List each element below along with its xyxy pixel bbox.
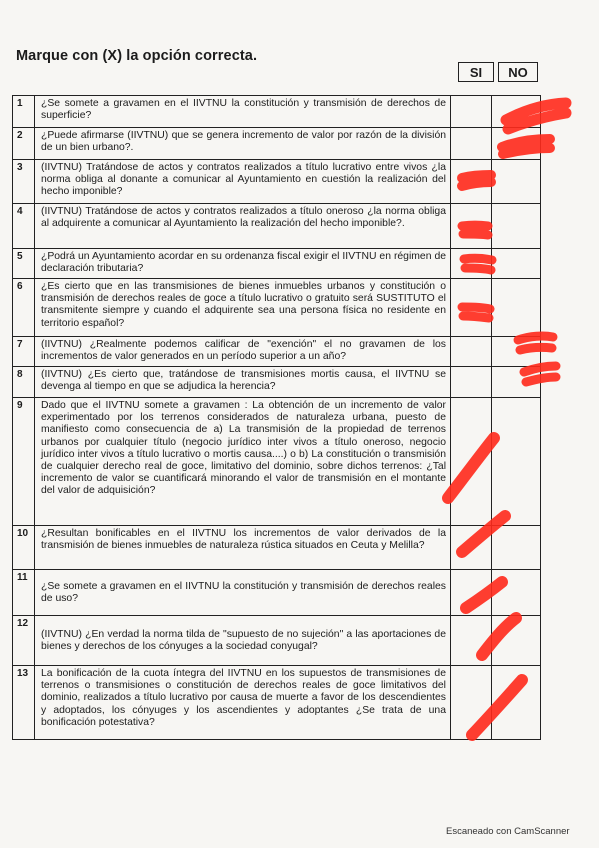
- answer-cell-si[interactable]: [451, 398, 492, 526]
- question-number: 8: [13, 367, 35, 398]
- question-text: ¿Se somete a gravamen en el IIVTNU la constitución y transmisión de derechos de superficie?: [35, 96, 451, 128]
- question-number: 2: [13, 128, 35, 160]
- question-number: 5: [13, 249, 35, 279]
- question-text: ¿Puede afirmarse (IIVTNU) que se genera incremento de valor por razón de la división de un bien urbano?.: [35, 128, 451, 160]
- question-text: (IIVTNU) ¿En verdad la norma tilda de "supuesto de no sujeción" a las aportaciones de bienes y derechos de los cónyuges a la sociedad conyugal?: [35, 616, 451, 666]
- page-title: Marque con (X) la opción correcta.: [16, 48, 258, 64]
- answer-cell-no[interactable]: [492, 398, 541, 526]
- question-number: 4: [13, 204, 35, 249]
- answer-cell-no[interactable]: [492, 96, 541, 128]
- question-text: Dado que el IIVTNU somete a gravamen : La obtención de un incremento de valor experimentado por los terrenos considerados de naturaleza urbana, puesto de manifiesto como consecuencia de a) La transmisión de la propiedad de terrenos urbanos por cualquier título (negocio jurídico inter vivos a título oneroso, negocio jurídico inter vivos a título lucrativo o mortis causa....) o b) La constitución o transmisión de cualquier derecho real de goce, limitativo del dominio, sobre dichos terrenos: ¿Tal incremento de valor se cuantificará minorando el valor de transmisión en el montante del valor de adquisición?: [35, 398, 451, 526]
- question-text: (IIVTNU) ¿Realmente podemos calificar de "exención" el no gravamen de los incrementos de valor generados en un período superior a un año?: [35, 337, 451, 367]
- question-text: (IIVTNU) ¿Es cierto que, tratándose de transmisiones mortis causa, el IIVTNU se devenga al tiempo en que se adjudica la herencia?: [35, 367, 451, 398]
- table-row: [13, 526, 541, 570]
- question-number: 13: [13, 666, 35, 740]
- answer-cell-si[interactable]: [451, 570, 492, 616]
- answer-cell-si[interactable]: [451, 666, 492, 740]
- table-row: [13, 204, 541, 249]
- table-row: [13, 249, 541, 279]
- answer-cell-no[interactable]: [492, 128, 541, 160]
- answer-cell-si[interactable]: [451, 279, 492, 337]
- question-number: 10: [13, 526, 35, 570]
- question-text: ¿Es cierto que en las transmisiones de bienes inmuebles urbanos y constitución o transmisión de derechos reales de goce a título lucrativo o gratuito será SUSTITUTO el transmitente siempre y cuando el adquirente sea una persona física no residente en territorio español?: [35, 279, 451, 337]
- table-row: [13, 398, 541, 526]
- question-number: 9: [13, 398, 35, 526]
- answer-cell-si[interactable]: [451, 367, 492, 398]
- question-number: 7: [13, 337, 35, 367]
- question-text: ¿Podrá un Ayuntamiento acordar en su ordenanza fiscal exigir el IIVTNU en régimen de declaración tributaria?: [35, 249, 451, 279]
- answer-cell-no[interactable]: [492, 204, 541, 249]
- question-number: 3: [13, 160, 35, 204]
- answer-cell-si[interactable]: [451, 96, 492, 128]
- question-number: 12: [13, 616, 35, 666]
- table-row: [13, 160, 541, 204]
- table-row: [13, 96, 541, 128]
- column-header-no: NO: [498, 62, 538, 82]
- question-text: (IIVTNU) Tratándose de actos y contratos realizados a título oneroso ¿la norma obliga al adquirente a comunicar al Ayuntamiento la realización del hecho imponible?.: [35, 204, 451, 249]
- answer-cell-no[interactable]: [492, 367, 541, 398]
- answer-cell-si[interactable]: [451, 616, 492, 666]
- scanner-footer: Escaneado con CamScanner: [446, 826, 570, 837]
- question-number: 11: [13, 570, 35, 616]
- table-row: [13, 666, 541, 740]
- answer-cell-si[interactable]: [451, 526, 492, 570]
- questions-table: [12, 95, 541, 740]
- question-number: 6: [13, 279, 35, 337]
- answer-cell-no[interactable]: [492, 160, 541, 204]
- table-row: [13, 570, 541, 616]
- answer-cell-no[interactable]: [492, 249, 541, 279]
- answer-cell-si[interactable]: [451, 337, 492, 367]
- answer-cell-si[interactable]: [451, 204, 492, 249]
- table-row: [13, 337, 541, 367]
- answer-cell-no[interactable]: [492, 526, 541, 570]
- column-header-si: SI: [458, 62, 494, 82]
- question-text: La bonificación de la cuota íntegra del IIVTNU en los supuestos de transmisiones de terrenos o transmisiones o constitución de derechos reales de goce limitativos del dominio, realizados a título lucrativo por causa de muerte a favor de los descendientes y adoptados, los cónyuges y los ascendientes y adoptantes ¿Se trata de una bonificación potestativa?: [35, 666, 451, 740]
- answer-cell-si[interactable]: [451, 249, 492, 279]
- answer-cell-no[interactable]: [492, 337, 541, 367]
- answer-cell-no[interactable]: [492, 279, 541, 337]
- question-number: 1: [13, 96, 35, 128]
- answer-cell-no[interactable]: [492, 616, 541, 666]
- table-row: [13, 616, 541, 666]
- table-row: [13, 128, 541, 160]
- question-text: (IIVTNU) Tratándose de actos y contratos realizados a título lucrativo entre vivos ¿la norma obliga al donante a comunicar al Ayuntamiento en cuestión la realización del hecho imponible?: [35, 160, 451, 204]
- answer-cell-si[interactable]: [451, 160, 492, 204]
- answer-cell-no[interactable]: [492, 570, 541, 616]
- question-text: ¿Resultan bonificables en el IIVTNU los incrementos de valor derivados de la transmisión de bienes inmuebles de naturaleza rústica situados en Ceuta y Melilla?: [35, 526, 451, 570]
- table-row: [13, 367, 541, 398]
- table-row: [13, 279, 541, 337]
- answer-cell-no[interactable]: [492, 666, 541, 740]
- answer-cell-si[interactable]: [451, 128, 492, 160]
- question-text: ¿Se somete a gravamen en el IIVTNU la constitución y transmisión de derechos reales de uso?: [35, 570, 451, 616]
